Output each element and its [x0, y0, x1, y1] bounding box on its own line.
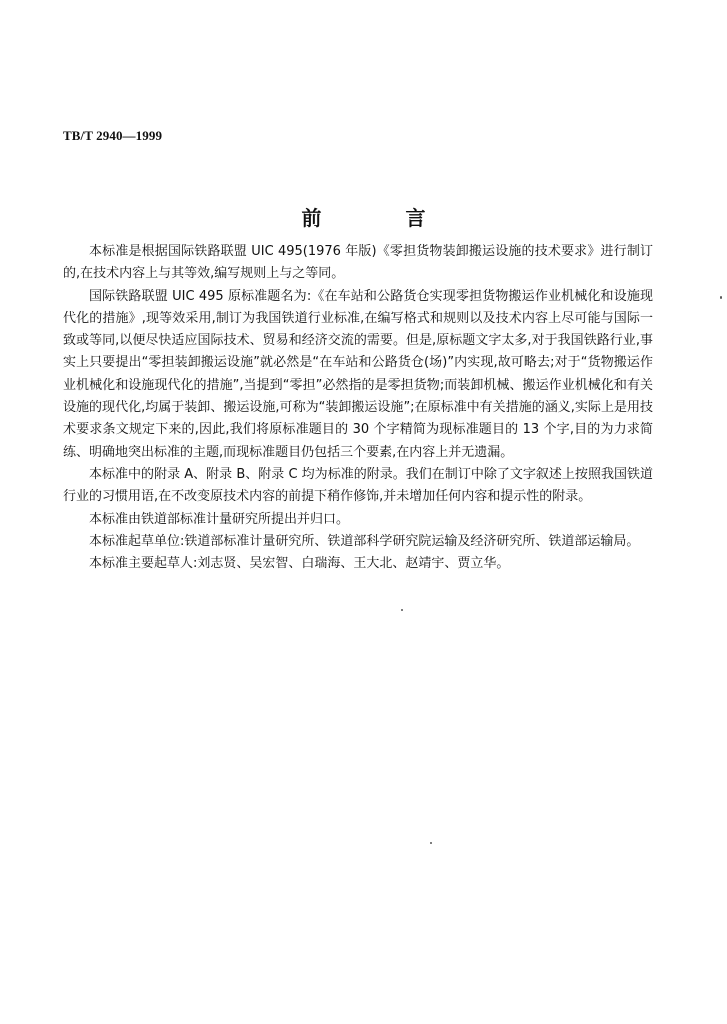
paragraph-drafting-units: 本标准起草单位:铁道部标准计量研究所、铁道部科学研究院运输及经济研究所、铁道部运输局。 — [89, 533, 640, 549]
standard-code: TB/T 2940—1999 — [63, 128, 163, 143]
paragraph-title-explanation: 国际铁路联盟 UIC 495 原标准题名为:《在车站和公路货仓实现零担货物搬运作业机械化和设施现代化的措施》,现等效采用,制订为我国铁道行业标准,在编写格式和规则以及技术内容上尽可能与国际一致或等同,以便尽快适应国际技术、贸易和经济交流的需要。但是,原标题文字太多,对于我国铁路行业,事实上只要提出“零担装卸搬运设施”就必然是“在车站和公路货仓(场)”内实现,故可略去;对于“货物搬运作业机械化和设施现代化的措施”,当提到“零担”必然指的是零担货物;而装卸机械、搬运作业机械化和有关设施的现代化,均属于装卸、搬运设施,可称为“装卸搬运设施”;在原标准中有关措施的涵义,实际上是用技术要求条文规定下来的,因此,我们将原标准题目的 30 个字精简为现标准题目的 13 个字,目的为力求简练、明确地突出标准的主题,而现标准题目仍包括三个要素,在内容上并无遗漏。 — [63, 288, 653, 460]
scan-speck — [720, 296, 722, 299]
page-title: 前 言 — [301, 206, 458, 230]
foreword-body — [63, 241, 653, 575]
paragraph-proposer: 本标准由铁道部标准计量研究所提出并归口。 — [89, 511, 350, 527]
paragraph-basis: 本标准是根据国际铁路联盟 UIC 495(1976 年版)《零担货物装卸搬运设施的技术要求》进行制订的,在技术内容上与其等效,编写规则上与之等同。 — [63, 244, 653, 282]
paragraph-appendices: 本标准中的附录 A、附录 B、附录 C 均为标准的附录。我们在制订中除了文字叙述上按照我国铁道行业的习惯用语,在不改变原技术内容的前提下稍作修饰,并未增加任何内容和提示性的附录。 — [63, 466, 653, 505]
scan-speck — [401, 609, 403, 611]
paragraph-drafters: 本标准主要起草人:刘志贤、吴宏智、白瑞海、王大北、赵靖宇、贾立华。 — [89, 556, 510, 572]
scan-speck — [430, 842, 432, 844]
